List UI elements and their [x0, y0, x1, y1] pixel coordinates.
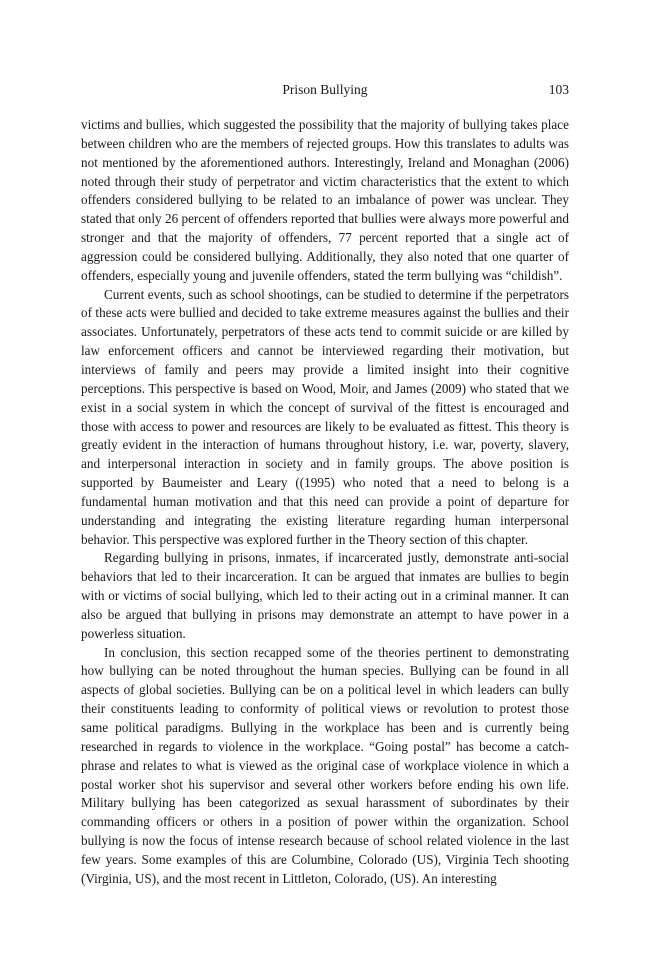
paragraph-continued: victims and bullies, which suggested the possibility that the majority of bullying takes place between children who are the members of rejected groups. How this translates to adults was not mentioned by the aforementioned authors. Interestingly, Ireland and Monaghan (2006) noted through their study of perpetrator and victim characteristics that the extent to which offenders considered bullying to be related to an imbalance of power was unclear. They stated that only 26 percent of offenders reported that bullies were always more powerful and stronger and that the majority of offenders, 77 percent reported that a single act of aggression could be considered bullying. Additionally, they also noted that one quarter of offenders, especially young and juvenile offenders, stated the term bullying was “childish”. — [81, 117, 569, 283]
paragraph-prison-bullying: Regarding bullying in prisons, inmates, if incarcerated justly, demonstrate anti-social behaviors that led to their incarceration. It can be argued that inmates are bullies to begin with or victims of social bullying, which led to their acting out in a criminal manner. It can also be argued that bullying in prisons may demonstrate an attempt to have power in a powerless situation. — [81, 550, 569, 641]
running-head — [81, 80, 569, 102]
page-number: 103 — [548, 82, 569, 97]
paragraph-conclusion: In conclusion, this section recapped some of the theories pertinent to demonstrating how bullying can be noted throughout the human species. Bullying can be found in all aspects of global societies. Bullying can be on a political level in which leaders can bully their constituents leading to conformity of political views or revolution to protest those same political paradigms. Bullying in the workplace has been and is currently being researched in regards to violence in the workplace. “Going postal” has become a catch-phrase and relates to what is viewed as the original case of workplace violence in which a postal worker shot his supervisor and several other workers before ending his own life. Military bullying has been categorized as sexual harassment of subordinates by their commanding officers or others in a position of power within the organization. School bullying is now the focus of intense research because of school related violence in the last few years. Some examples of this are Columbine, Colorado (US), Virginia Tech shooting (Virginia, US), and the most recent in Littleton, Colorado, (US). An interesting — [81, 644, 569, 886]
book-page — [81, 80, 569, 889]
body-text — [81, 116, 569, 889]
running-title: Prison Bullying — [282, 82, 368, 97]
paragraph-current-events: Current events, such as school shootings, can be studied to determine if the perpetrators of these acts were bullied and decided to take extreme measures against the bullies and their associates. Unfortunately, perpetrators of these acts tend to commit suicide or are killed by law enforcement officers and cannot be interviewed regarding their motivation, but interviews of family and peers may provide a limited insight into their cognitive perceptions. This perspective is based on Wood, Moir, and James (2009) who stated that we exist in a social system in which the concept of survival of the fittest is encouraged and those with access to power and resources are likely to be evaluated as fittest. This theory is greatly evident in the interaction of humans throughout history, i.e. war, poverty, slavery, and interpersonal interaction in society and in family groups. The above position is supported by Baumeister and Leary ((1995) who noted that a need to belong is a fundamental human motivation and that this need can provide a point of departure for understanding and integrating the existing literature regarding human interpersonal behavior. This perspective was explored further in the Theory section of this chapter. — [81, 286, 569, 547]
